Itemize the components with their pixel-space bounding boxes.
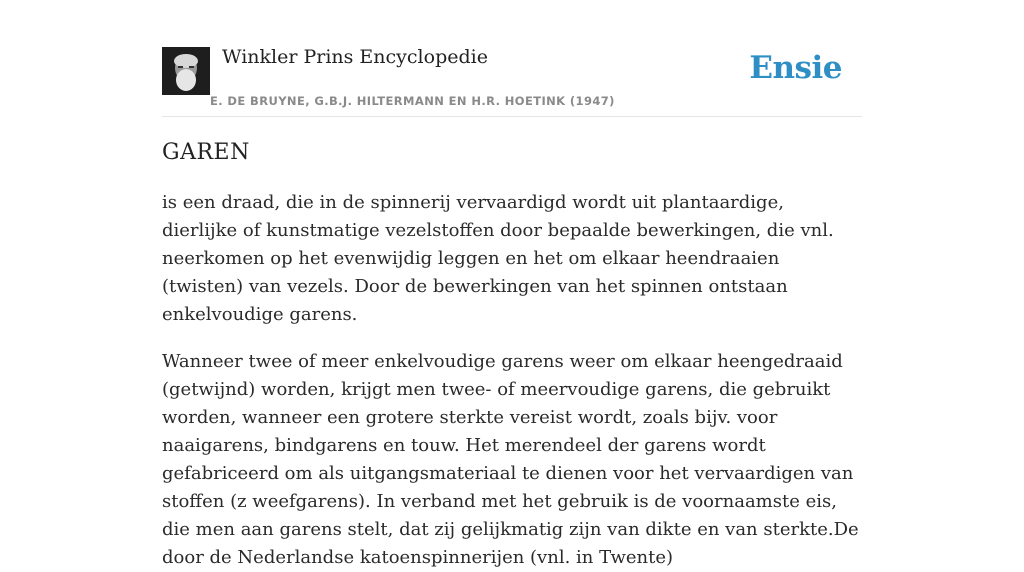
article-paragraph: is een draad, die in de spinnerij vervaardigd wordt uit plantaardige, dierlijke of kunstmatige vezelstoffen door bepaalde bewerkingen, die vnl. neerkomen op het evenwijdig leggen en het om elkaar heendraaien (twisten) van vezels. Door de bewerkingen van het spinnen ontstaan enkelvoudige garens.: [162, 192, 834, 325]
publication-title[interactable]: Winkler Prins Encyclopedie: [222, 46, 488, 68]
article-paragraph: Wanneer twee of meer enkelvoudige garens weer om elkaar heengedraaid (getwijnd) worden, krijgt men twee- of meervoudige garens, die gebruikt worden, wanneer een grotere sterkte vereist wordt, zoals bijv. voor naaigarens, bindgarens en touw. Het merendeel der garens wordt gefabriceerd om als uitgangsmateriaal te dienen voor het vervaardigen van stoffen (z weefgarens). In verband met het gebruik is de voornaamste eis, die men aan garens stelt, dat zij gelijkmatig zijn van dikte en van sterkte.De door de Nederlandse katoenspinnerijen (vnl. in Twente): [162, 351, 859, 568]
ensie-logo[interactable]: Ensie: [749, 50, 842, 86]
publication-header: [162, 40, 862, 117]
publication-authors: E. DE BRUYNE, G.B.J. HILTERMANN EN H.R. HOETINK (1947): [210, 94, 615, 108]
article: [162, 136, 862, 572]
author-avatar[interactable]: [162, 47, 210, 95]
article-headword: GAREN: [162, 140, 250, 165]
